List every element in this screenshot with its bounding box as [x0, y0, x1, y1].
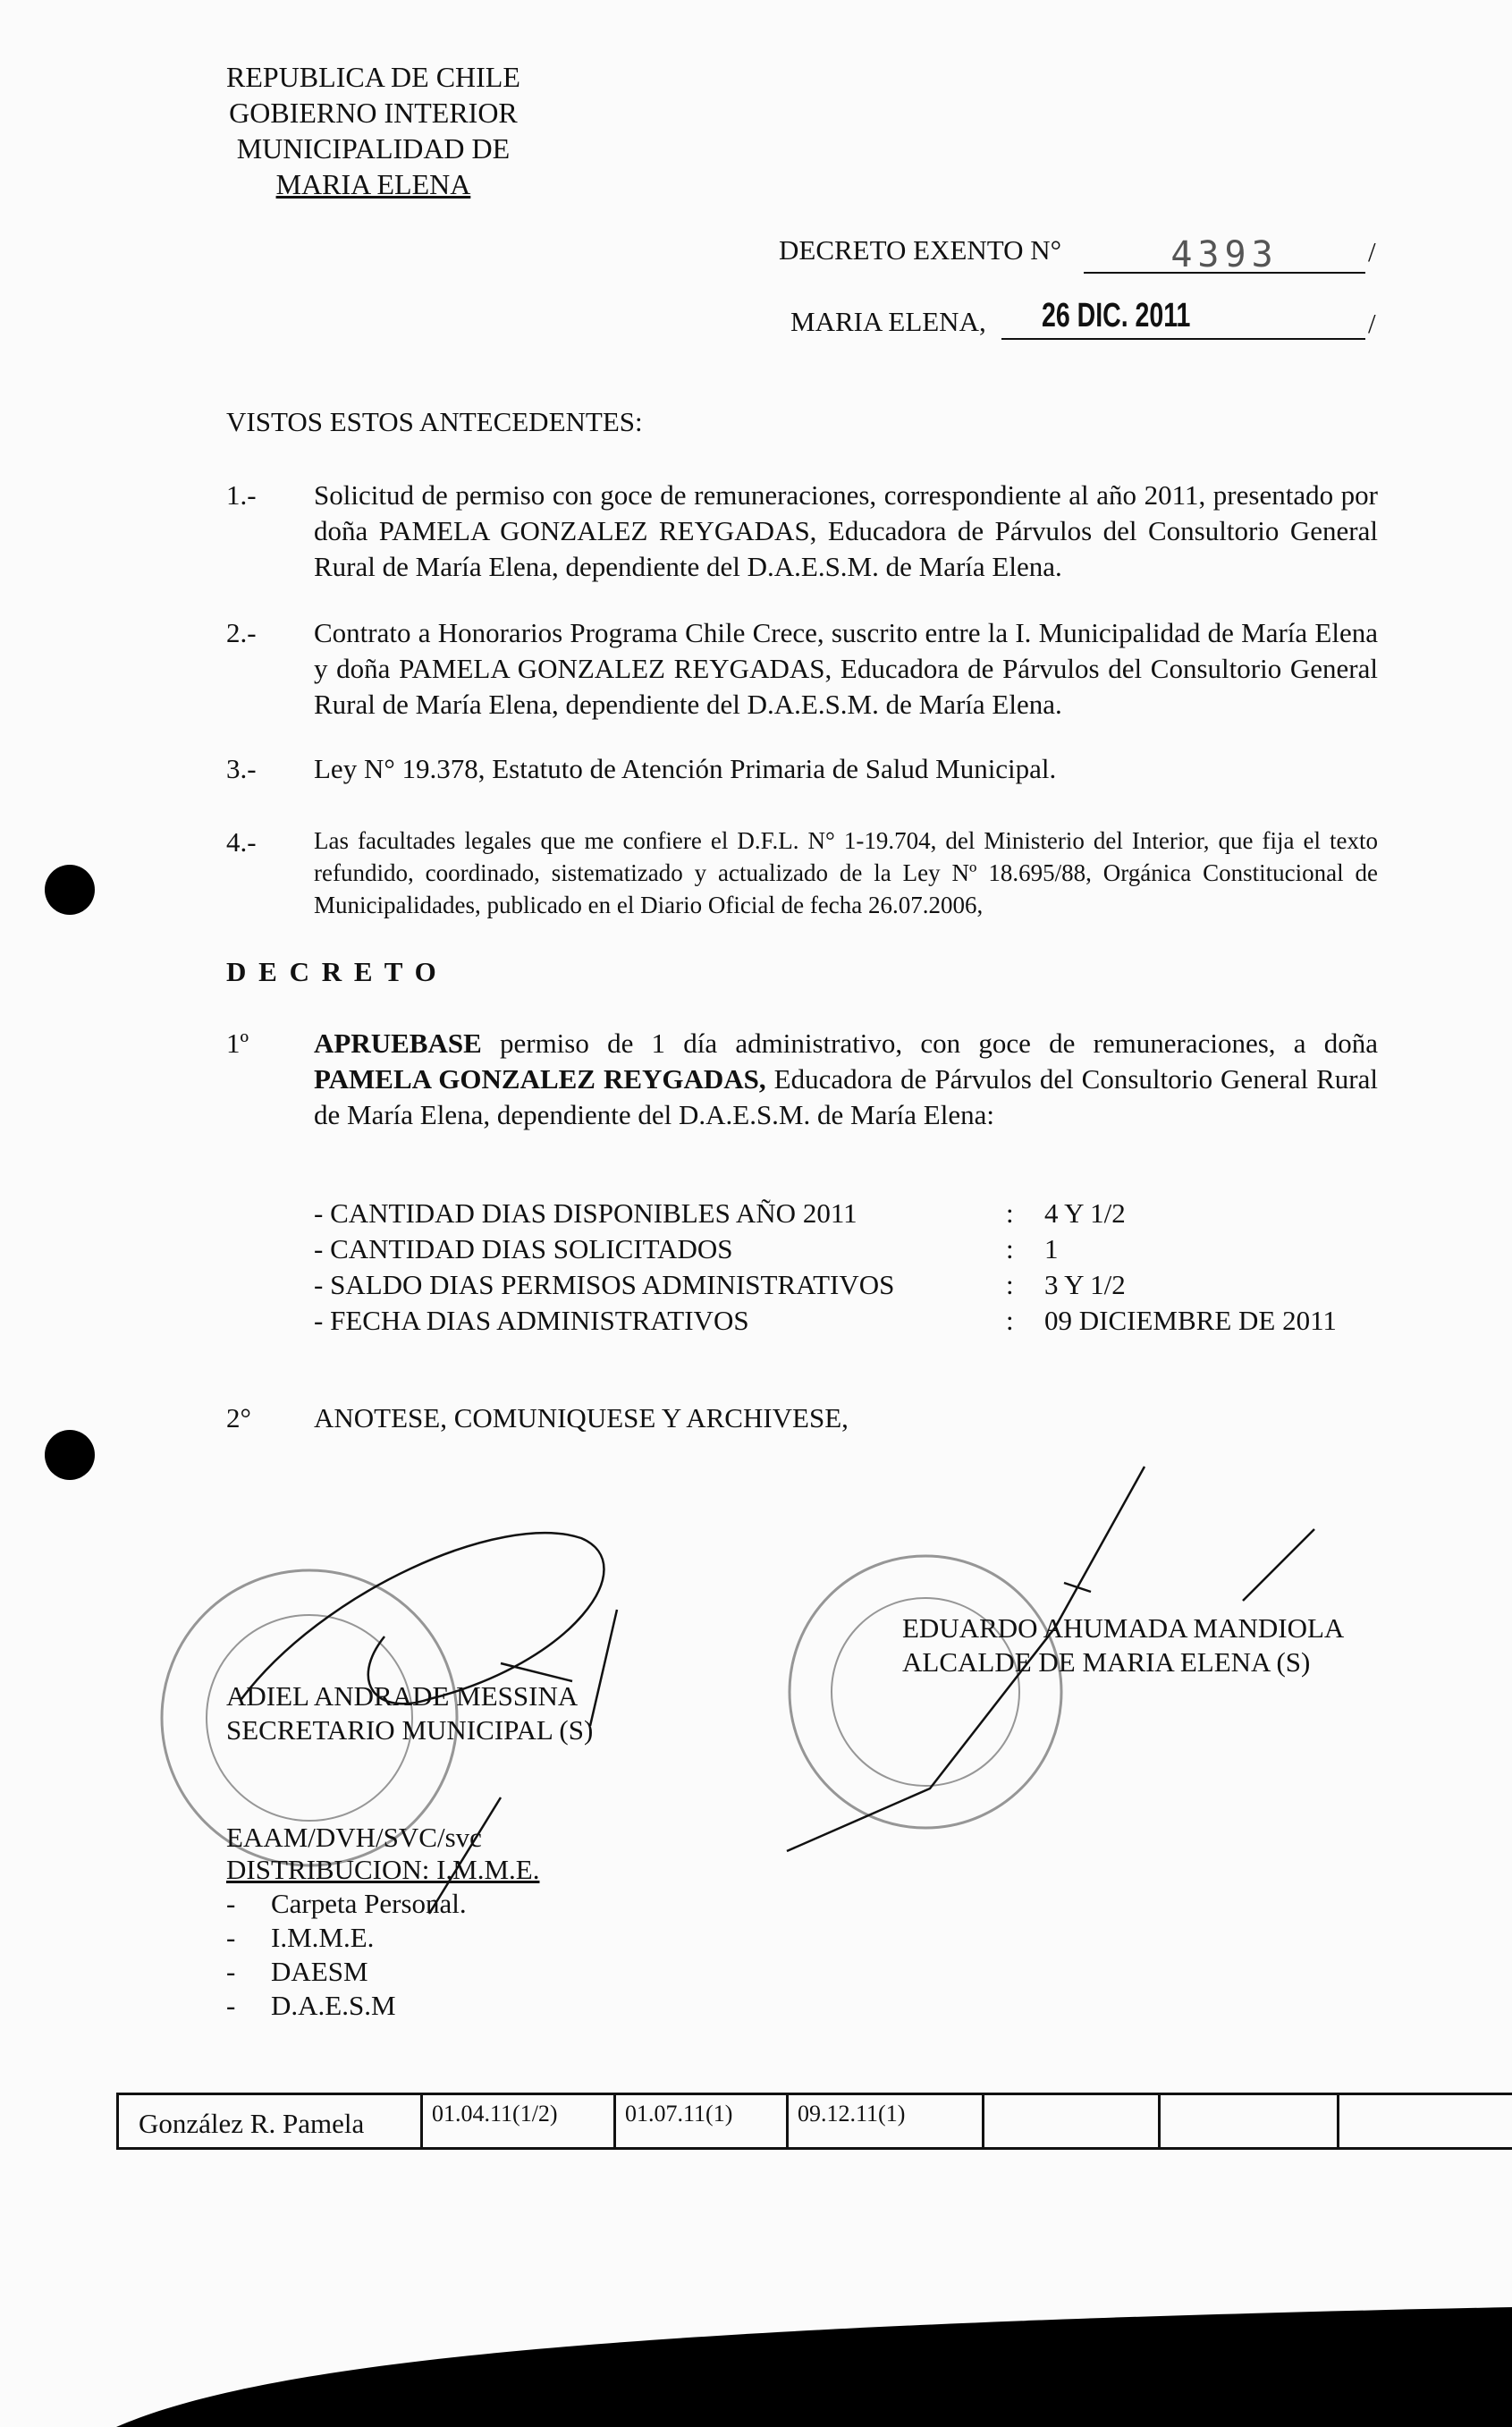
decree-number: 4393: [1170, 234, 1279, 275]
date-cell: 01.04.11(1/2): [422, 2094, 615, 2149]
distribution-item-label: I.M.M.E.: [271, 1922, 375, 1953]
detail-row: [314, 1303, 1387, 1339]
decree-number-field: [1084, 234, 1365, 274]
date-cell: [1339, 2094, 1512, 2149]
distribution-item: [226, 1920, 467, 1954]
header-line: GOBIERNO INTERIOR: [229, 97, 518, 129]
item-number: 4.-: [226, 826, 257, 858]
article-number: 1º: [226, 1027, 249, 1059]
employee-name: PAMELA GONZALEZ REYGADAS,: [314, 1063, 766, 1095]
detail-colon: :: [1006, 1197, 1014, 1229]
distribution-label: DISTRIBUCION: I.M.M.E.: [226, 1854, 540, 1885]
punch-hole: [45, 865, 95, 915]
article-text-part: Educadora de Párvulos del Consultorio General Rural de María Elena, dependiente del D.A.E.S.M. de María Elena:: [314, 1063, 1378, 1130]
details-list: [314, 1196, 1387, 1339]
article-text: [314, 1026, 1378, 1133]
distribution-list: [226, 1886, 467, 2022]
dash: -: [226, 1888, 236, 1919]
scan-shadow: [0, 2307, 1512, 2427]
item-number: 3.-: [226, 753, 257, 784]
distribution-item: [226, 1954, 467, 1988]
employee-cell: González R. Pamela: [118, 2094, 422, 2149]
antecedent-text: Ley N° 19.378, Estatuto de Atención Primaria de Salud Municipal.: [314, 753, 1057, 784]
date-cell: [1160, 2094, 1339, 2149]
dash: -: [226, 1956, 236, 1987]
distribution-item-label: D.A.E.S.M: [271, 1990, 396, 2021]
distribution-item: [226, 1988, 467, 2022]
decreto-title: D E C R E T O: [226, 956, 439, 987]
item-number: 1.-: [226, 479, 257, 511]
detail-value: 09 DICIEMBRE DE 2011: [1044, 1305, 1337, 1336]
detail-label: - SALDO DIAS PERMISOS ADMINISTRATIVOS: [314, 1269, 895, 1300]
right-stamp: [790, 1556, 1061, 1828]
detail-row: [314, 1231, 1387, 1267]
header-line: MUNICIPALIDAD DE: [236, 132, 511, 165]
detail-row: [314, 1267, 1387, 1303]
closing-text: ANOTESE, COMUNIQUESE Y ARCHIVESE,: [314, 1402, 849, 1433]
punch-hole: [45, 1430, 95, 1480]
distribution-item: [226, 1886, 467, 1920]
header-line: REPUBLICA DE CHILE: [226, 61, 520, 93]
detail-value: 3 Y 1/2: [1044, 1269, 1126, 1300]
article-number: 2°: [226, 1402, 251, 1433]
distribution-item-label: Carpeta Personal.: [271, 1888, 467, 1919]
detail-label: - CANTIDAD DIAS DISPONIBLES AÑO 2011: [314, 1197, 857, 1229]
slash: /: [1368, 236, 1376, 267]
left-signatory-name: ADIEL ANDRADE MESSINA: [226, 1680, 579, 1712]
place-label: MARIA ELENA,: [790, 306, 986, 337]
slash: /: [1368, 308, 1376, 339]
initials: EAAM/DVH/SVC/svc: [226, 1822, 482, 1853]
antecedent-text: Solicitud de permiso con goce de remuneraciones, correspondiente al año 2011, presentado por doña PAMELA GONZALEZ REYGADAS, Educadora de Párvulos del Consultorio General Rural de María Elena, dependiente del D.A.E.S.M. de María Elena.: [314, 479, 1378, 582]
date-stamp: 26 DIC. 2011: [1042, 297, 1191, 334]
detail-row: [314, 1196, 1387, 1231]
detail-colon: :: [1006, 1305, 1014, 1336]
date-cell: 09.12.11(1): [788, 2094, 984, 2149]
detail-colon: :: [1006, 1233, 1014, 1264]
leave-register-table: [116, 2093, 1512, 2150]
dash: -: [226, 1922, 236, 1953]
right-signatory-title: ALCALDE DE MARIA ELENA (S): [902, 1646, 1311, 1678]
distribution-item-label: DAESM: [271, 1956, 368, 1987]
left-signatory-title: SECRETARIO MUNICIPAL (S): [226, 1714, 594, 1746]
date-field: [1001, 295, 1365, 340]
decree-number-label: DECRETO EXENTO N°: [779, 234, 1062, 266]
date-cell: 01.07.11(1): [615, 2094, 788, 2149]
detail-label: - CANTIDAD DIAS SOLICITADOS: [314, 1233, 733, 1264]
vistos-title: VISTOS ESTOS ANTECEDENTES:: [226, 406, 643, 437]
detail-value: 1: [1044, 1233, 1059, 1264]
antecedent-text: Las facultades legales que me confiere el D.F.L. N° 1-19.704, del Ministerio del Interior, que fija el texto refundido, coordinado, sistematizado y actualizado de la Ley Nº 18.695/88, Orgánica Constitucional de Municipalidades, publicado en el Diario Oficial de fecha 26.07.2006,: [314, 827, 1378, 918]
date-cell: [984, 2094, 1160, 2149]
header-line: MARIA ELENA: [275, 168, 471, 200]
detail-value: 4 Y 1/2: [1044, 1197, 1126, 1229]
antecedent-text: Contrato a Honorarios Programa Chile Crece, suscrito entre la I. Municipalidad de María Elena y doña PAMELA GONZALEZ REYGADAS, Educadora de Párvulos del Consultorio General Rural de María Elena, dependiente del D.A.E.S.M. de María Elena.: [314, 617, 1378, 720]
detail-label: - FECHA DIAS ADMINISTRATIVOS: [314, 1305, 749, 1336]
table-row: [118, 2094, 1512, 2149]
municipality-header: [226, 59, 520, 202]
item-number: 2.-: [226, 617, 257, 648]
right-signatory-name: EDUARDO AHUMADA MANDIOLA: [902, 1612, 1345, 1644]
article-text-part: permiso de 1 día administrativo, con goce de remuneraciones, a doña: [481, 1027, 1378, 1059]
approve-keyword: APRUEBASE: [314, 1027, 482, 1059]
dash: -: [226, 1990, 236, 2021]
detail-colon: :: [1006, 1269, 1014, 1300]
